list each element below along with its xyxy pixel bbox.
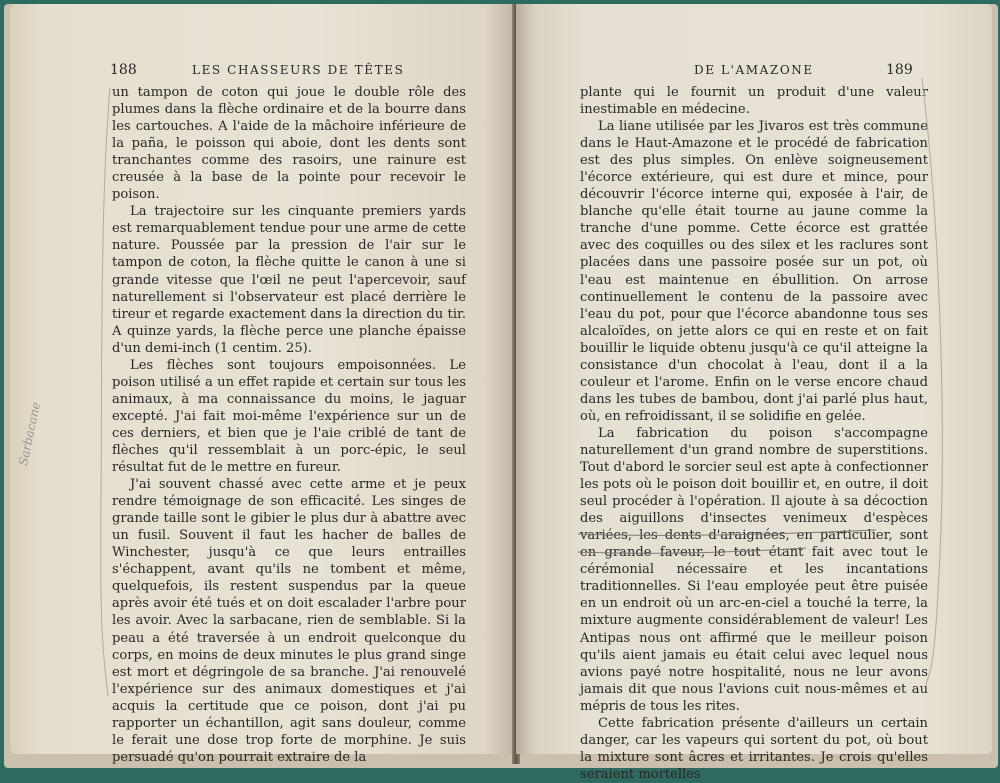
right-page — [516, 4, 992, 782]
right-page-text — [580, 84, 928, 783]
paragraph: plante qui le fournit un produit d'une valeur inestimable en médecine. — [580, 85, 928, 118]
running-head-right: DE L'AMAZONE — [694, 63, 814, 77]
left-page — [10, 4, 516, 765]
page-number-left: 188 — [110, 62, 137, 78]
open-book — [4, 4, 998, 782]
pencil-underline — [576, 524, 936, 564]
paragraph: La fabrication du poison s'accompagne naturellement d'un grand nombre de superstitions. Tout d'abord le sorcier seul est apte à confectionner les pots où le poison doit bouillir et, en outre, il doit seul procéder à l'opération. Il ajoute à sa décoction des aiguillons d'insectes venimeux d'espèces variées, les dents d'araignées, en particulier, sont en grande faveur, le tout étant fait avec tout le cérémonial nécessaire et les incantations traditionnelles. Si l'eau employée peut être puisée en un endroit où un arc-en-ciel a touché la terre, la mixture augmente considérablement de valeur! Les Antipas nous ont affirmé que le meilleur poison qu'ils aient jamais eu était celui avec lequel nous avions payé notre hospitalité, nous ne leur avons jamais dit que nous l'avions cuit nous-mêmes et au mépris de tous les rites. — [580, 425, 928, 714]
margin-note: Sarbacane — [16, 400, 44, 467]
paragraph: Les flèches sont toujours empoisonnées. Le poison utilisé a un effet rapide et certain sur tous les animaux, à ma connaissance du moins, le jaguar excepté. J'ai fait moi-même l'expérience sur un de ces derniers, et bien que je l'aie criblé de tant de flèches qu'il ressemblait à un porc-épic, le seul résultat fut de le mettre en fureur. — [112, 357, 466, 476]
paragraph: Cette fabrication présente d'ailleurs un certain danger, car les vapeurs qui sortent du pot, où bout la mixture sont âcres et irritantes. Je crois qu'elles seraient mortelles — [580, 715, 928, 782]
pencil-margin-line — [96, 84, 116, 704]
paragraph: J'ai souvent chassé avec cette arme et je peux rendre témoignage de son efficacité. Les singes de grande taille sont le gibier le plus dur à abattre avec un fusil. Souvent il faut les hacher de balles de Winchester, jusqu'à ce que leurs entrailles s'échappent, avant qu'ils ne tombent et même, quelquefois, ils restent suspendus par la queue après avoir été tués et on doit escalader l'arbre pour les avoir. Avec la sarbacane, rien de semblable. Si la peau a été traversée à un endroit quelconque du corps, en moins de deux minutes le plus grand singe est mort et dégringole de sa branche. J'ai renouvelé l'expérience sur des animaux domestiques et j'ai acquis la certitude que ce poison, dont j'ai pu rapporter un échantillon, agit sans douleur, comme le ferait une dose trop forte de morphine. Je suis persuadé qu'on pourrait extraire de la — [112, 477, 466, 765]
pencil-margin-line — [916, 74, 956, 694]
running-head-left: LES CHASSEURS DE TÊTES — [192, 63, 405, 77]
left-page-header — [10, 60, 516, 80]
paragraph: La liane utilisée par les Jivaros est très commune dans le Haut-Amazone et le procédé de fabrication est des plus simples. On enlève soigneusement l'écorce extérieure, qui est dure et mince, pour découvrir l'écorce interne qui, exposée à l'air, de blanche qu'elle était tourne au jaune comme la tranche d'une pomme. Cette écorce est grattée avec des coquilles ou des silex et les raclures sont placées dans une passoire posée sur un pot, où l'eau est maintenue en ébullition. On arrose continuellement le contenu de la passoire avec l'eau du pot, pour que l'écorce abandonne tous ses alcaloïdes, on jette alors ce qui en reste et on fait bouillir le liquide obtenu jusqu'à ce qu'il atteigne la consistance d'un chocolat à l'eau, dont il a la couleur et l'arome. Enfin on le verse encore chaud dans les tubes de bambou, dont j'ai parlé plus haut, où, en refroidissant, il se solidifie en gelée. — [580, 119, 928, 424]
paragraph: La trajectoire sur les cinquante premiers yards est remarquablement tendue pour une arme de cette nature. Poussée par la pression de l'air sur le tampon de coton, la flèche quitte le canon à une si grande vitesse que l'œil ne peut l'apercevoir, sauf naturellement si l'observateur est placé derrière le tireur et regarde exactement dans la direction du tir. A quinze yards, la flèche perce une planche épaisse d'un demi-inch (1 centim. 25). — [112, 204, 466, 356]
page-number-right: 189 — [886, 62, 913, 78]
left-page-text — [112, 84, 466, 766]
paragraph: un tampon de coton qui joue le double rôle des plumes dans la flèche ordinaire et de la bourre dans les cartouches. A l'aide de la mâchoire inférieure de la paña, le poisson qui aboie, dont les dents sont tranchantes comme des rasoirs, une rainure est creusée à la base de la pointe pour recevoir le poison. — [112, 85, 466, 203]
